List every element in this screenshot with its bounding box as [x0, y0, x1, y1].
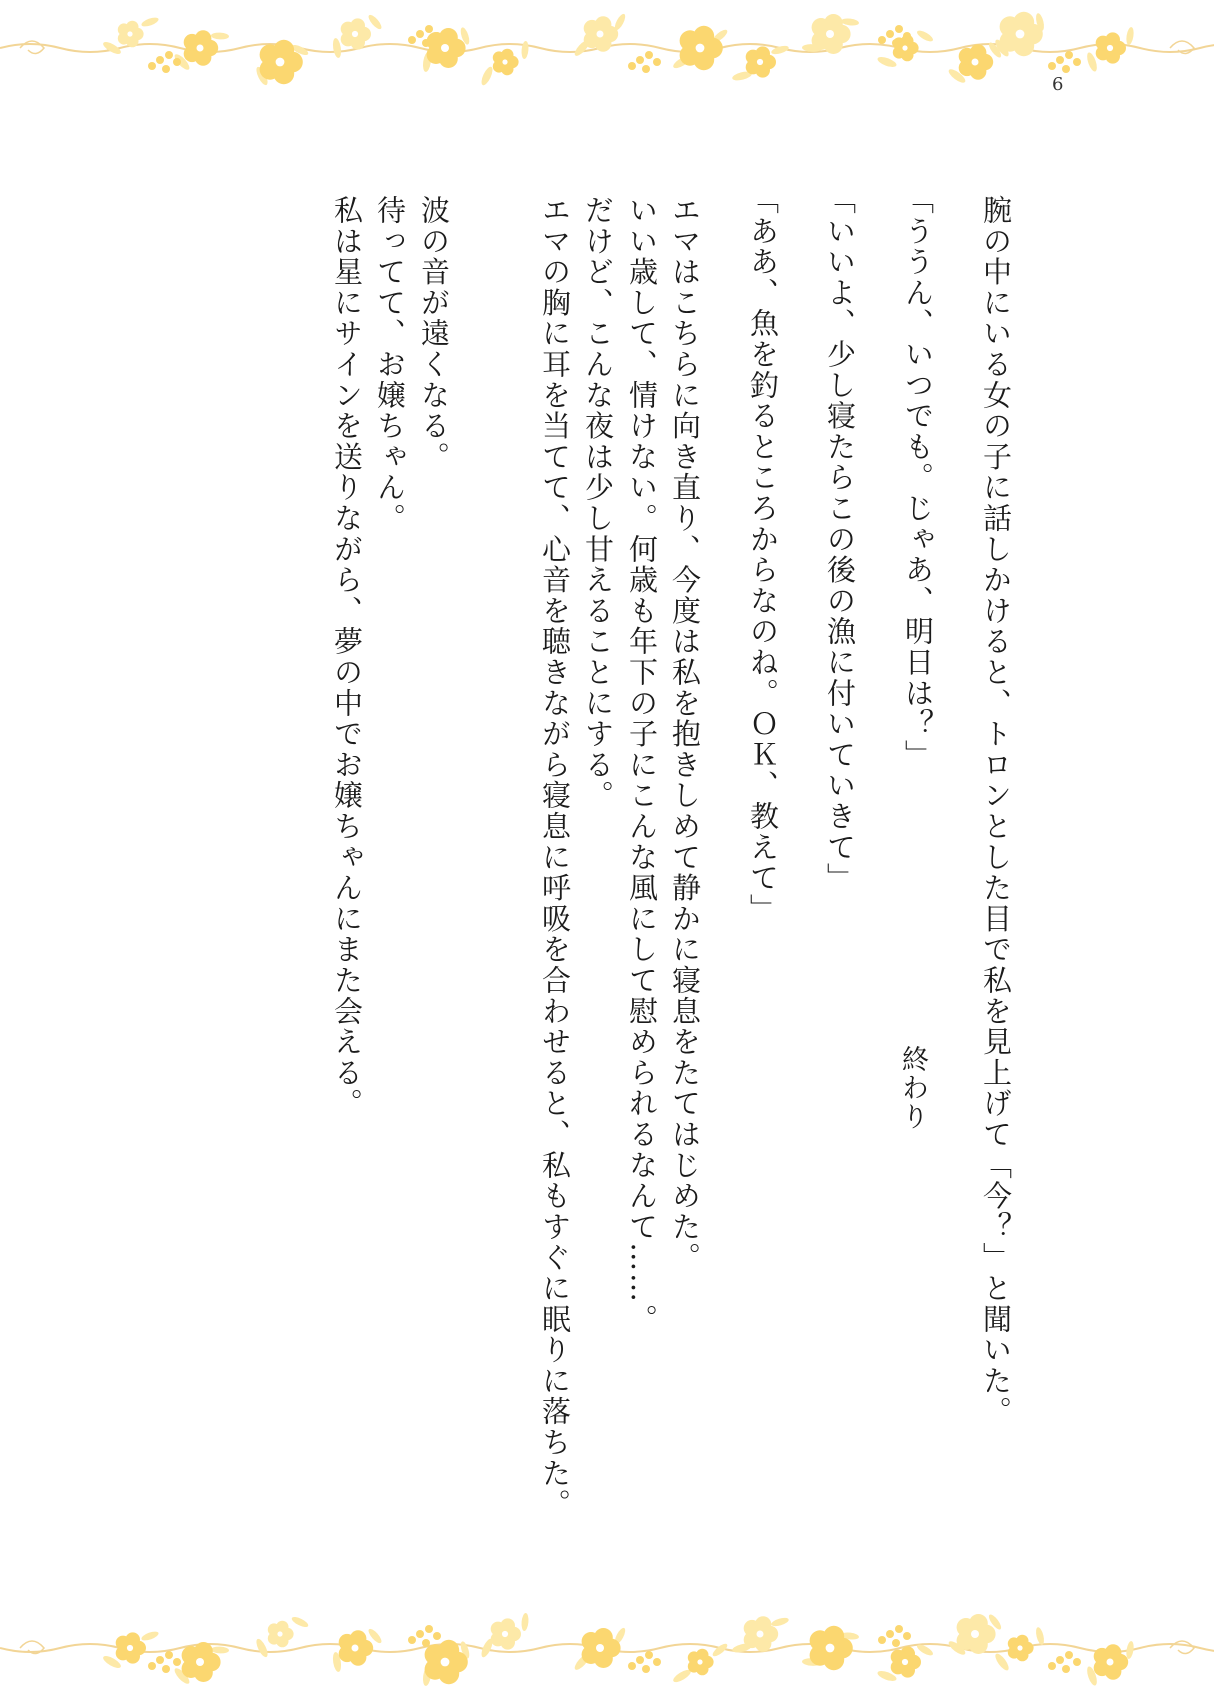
story-line: 待ってて、お嬢ちゃん。 — [373, 195, 407, 534]
story-line: だけど、こんな夜は少し甘えることにする。 — [581, 195, 615, 811]
ending-mark: 終わり — [897, 1045, 928, 1132]
story-text — [290, 185, 1013, 1520]
page-number: 6 — [1052, 74, 1064, 95]
flower-garland-icon — [0, 1590, 1214, 1700]
floral-border-bottom — [0, 1590, 1214, 1700]
story-line: 腕の中にいる女の子に話しかけると、トロンとした目で私を見上げて「今？」と聞いた。 — [979, 195, 1013, 1427]
flower-garland-icon — [0, 0, 1214, 110]
story-line: 「ううん、いつでも。じゃあ、明日は？」 — [901, 185, 935, 771]
story-line: エマの胸に耳を当てて、心音を聴きながら寝息に呼吸を合わせると、私もすぐに眠りに落ちた。 — [538, 195, 572, 1520]
story-line: いい歳して、情けない。何歳も年下の子にこんな風にして慰められるなんて……。 — [625, 195, 659, 1335]
story-line: エマはこちらに向き直り、今度は私を抱きしめて静かに寝息をたてはじめた。 — [668, 195, 702, 1273]
story-line: 「ああ、魚を釣るところからなのね。ＯＫ、教えて」 — [746, 185, 780, 925]
story-line: 「いいよ、少し寝たらこの後の漁に付いていきて」 — [823, 185, 857, 894]
story-line: 波の音が遠くなる。 — [417, 195, 451, 473]
floral-border-top — [0, 0, 1214, 110]
story-line: 私は星にサインを送りながら、夢の中でお嬢ちゃんにまた会える。 — [330, 195, 364, 1119]
